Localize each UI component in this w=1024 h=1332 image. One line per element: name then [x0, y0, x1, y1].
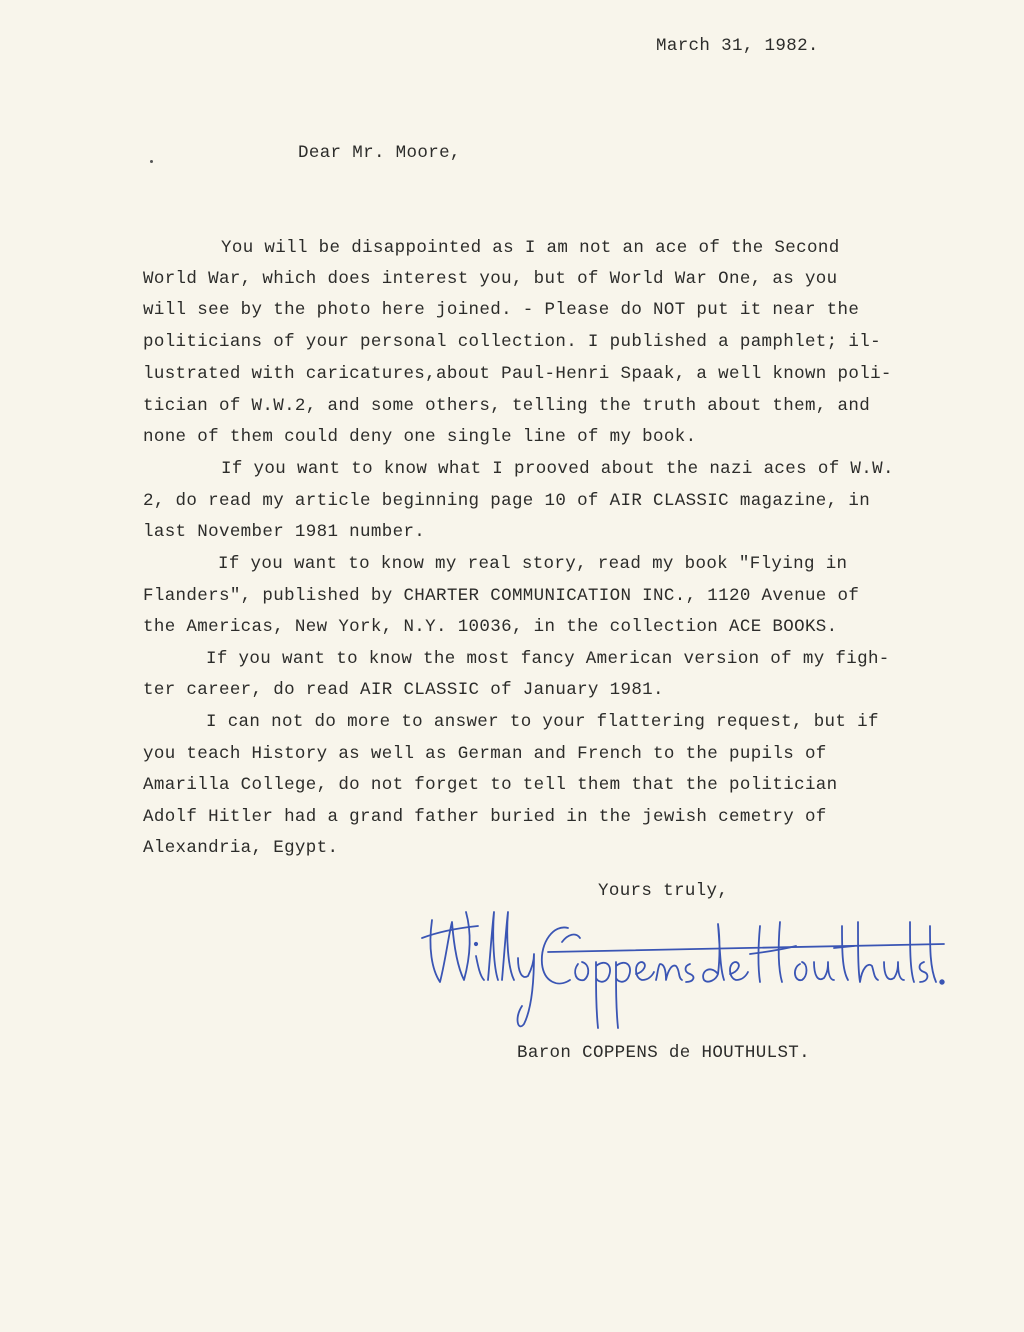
body-line: politicians of your personal collection. I published a pamphlet; il- — [143, 332, 881, 352]
body-line: If you want to know my real story, read my book "Flying in — [218, 554, 848, 574]
body-line: Alexandria, Egypt. — [143, 838, 339, 858]
body-line: Adolf Hitler had a grand father buried in the jewish cemetry of — [143, 807, 827, 827]
body-line: If you want to know what I prooved about the nazi aces of W.W. — [221, 459, 894, 479]
body-line: you teach History as well as German and French to the pupils of — [143, 744, 827, 764]
body-line: last November 1981 number. — [143, 522, 426, 542]
body-line: If you want to know the most fancy American version of my figh- — [206, 649, 890, 669]
salutation: Dear Mr. Moore, — [298, 143, 461, 163]
body-line: none of them could deny one single line of my book. — [143, 427, 697, 447]
body-line: World War, which does interest you, but of World War One, as you — [143, 269, 838, 289]
handwritten-signature — [418, 898, 948, 1038]
body-line: You will be disappointed as I am not an ace of the Second — [221, 238, 840, 258]
ink-speck — [150, 160, 153, 163]
body-line: tician of W.W.2, and some others, telling the truth about them, and — [143, 396, 871, 416]
body-line: ter career, do read AIR CLASSIC of January 1981. — [143, 680, 664, 700]
closing: Yours truly, — [598, 881, 729, 901]
body-line: 2, do read my article beginning page 10 of AIR CLASSIC magazine, in — [143, 491, 871, 511]
body-line: the Americas, New York, N.Y. 10036, in the collection ACE BOOKS. — [143, 617, 838, 637]
letter-date: March 31, 1982. — [656, 36, 819, 56]
body-line: lustrated with caricatures,about Paul-Henri Spaak, a well known poli- — [143, 364, 892, 384]
body-line: Flanders", published by CHARTER COMMUNICATION INC., 1120 Avenue of — [143, 586, 860, 606]
body-line: will see by the photo here joined. - Please do NOT put it near the — [143, 300, 860, 320]
body-line: I can not do more to answer to your flattering request, but if — [206, 712, 879, 732]
body-line: Amarilla College, do not forget to tell them that the politician — [143, 775, 838, 795]
signature-block: Baron COPPENS de HOUTHULST. — [517, 1043, 810, 1063]
